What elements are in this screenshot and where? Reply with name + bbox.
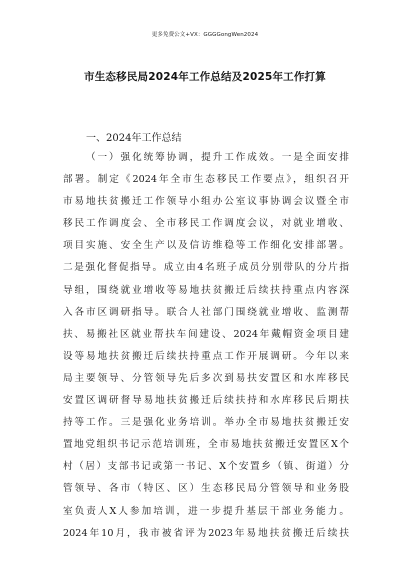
body-line: 设等易地扶贫搬迁后续扶持重点工作开展调研。今年以来 bbox=[63, 350, 349, 362]
body-line: 入各市区调研指导。联合人社部门围绕就业增收、监测帮 bbox=[63, 306, 349, 318]
body-line: 持等工作。三是强化业务培训。举办全市易地扶贫搬迁安 bbox=[63, 417, 349, 429]
body-line: 局主要领导、分管领导先后多次到易扶安置区和水库移民 bbox=[63, 372, 349, 384]
header-watermark: 更多免费公文+VX：GGGGongWen2024 bbox=[151, 32, 259, 38]
body-line: 2024年10月，我市被省评为2023年易地扶贫搬迁后续扶 bbox=[63, 527, 349, 539]
body-line: 二是强化督促指导。成立由4名班子成员分别带队的分片指 bbox=[63, 262, 349, 274]
body-line: 安置区调研督导易地扶贫搬迁后续扶持和水库移民后期扶 bbox=[63, 395, 349, 407]
body-text bbox=[63, 147, 349, 545]
body-line: 扶、易搬社区就业帮扶车间建设、2024年戴帽资金项目建 bbox=[63, 328, 349, 340]
body-line: 管领导、各市（特区、区）生态移民局分管领导和业务股 bbox=[63, 483, 349, 495]
body-line: 移民工作调度会、全市移民工作调度会议，对就业增收、 bbox=[63, 218, 349, 230]
section-heading: 一、2024年工作总结 bbox=[86, 133, 182, 144]
body-line: 项目实施、安全生产以及信访维稳等工作细化安排部署。 bbox=[63, 240, 349, 252]
document-title: 市生态移民局2024年工作总结及2025年工作打算 bbox=[84, 71, 326, 83]
body-line: 部署。制定《2024年全市生态移民工作要点》，组织召开 bbox=[63, 174, 349, 186]
body-line: （一）强化统筹协调，提升工作成效。一是全面安排 bbox=[86, 152, 349, 163]
body-line: 村（居）支部书记或第一书记、X个安置乡（镇、街道）分 bbox=[63, 461, 349, 473]
body-line: 室负责人X人参加培训，进一步提升基层干部业务能力。 bbox=[63, 505, 349, 517]
body-line: 置地党组织书记示范培训班，全市易地扶贫搬迁安置区X个 bbox=[63, 439, 349, 451]
body-line: 导组，围绕就业增收等易地扶贫搬迁后续扶持重点内容深 bbox=[63, 284, 349, 296]
body-line: 市易地扶贫搬迁工作领导小组办公室议事协调会议暨全市 bbox=[63, 196, 349, 208]
